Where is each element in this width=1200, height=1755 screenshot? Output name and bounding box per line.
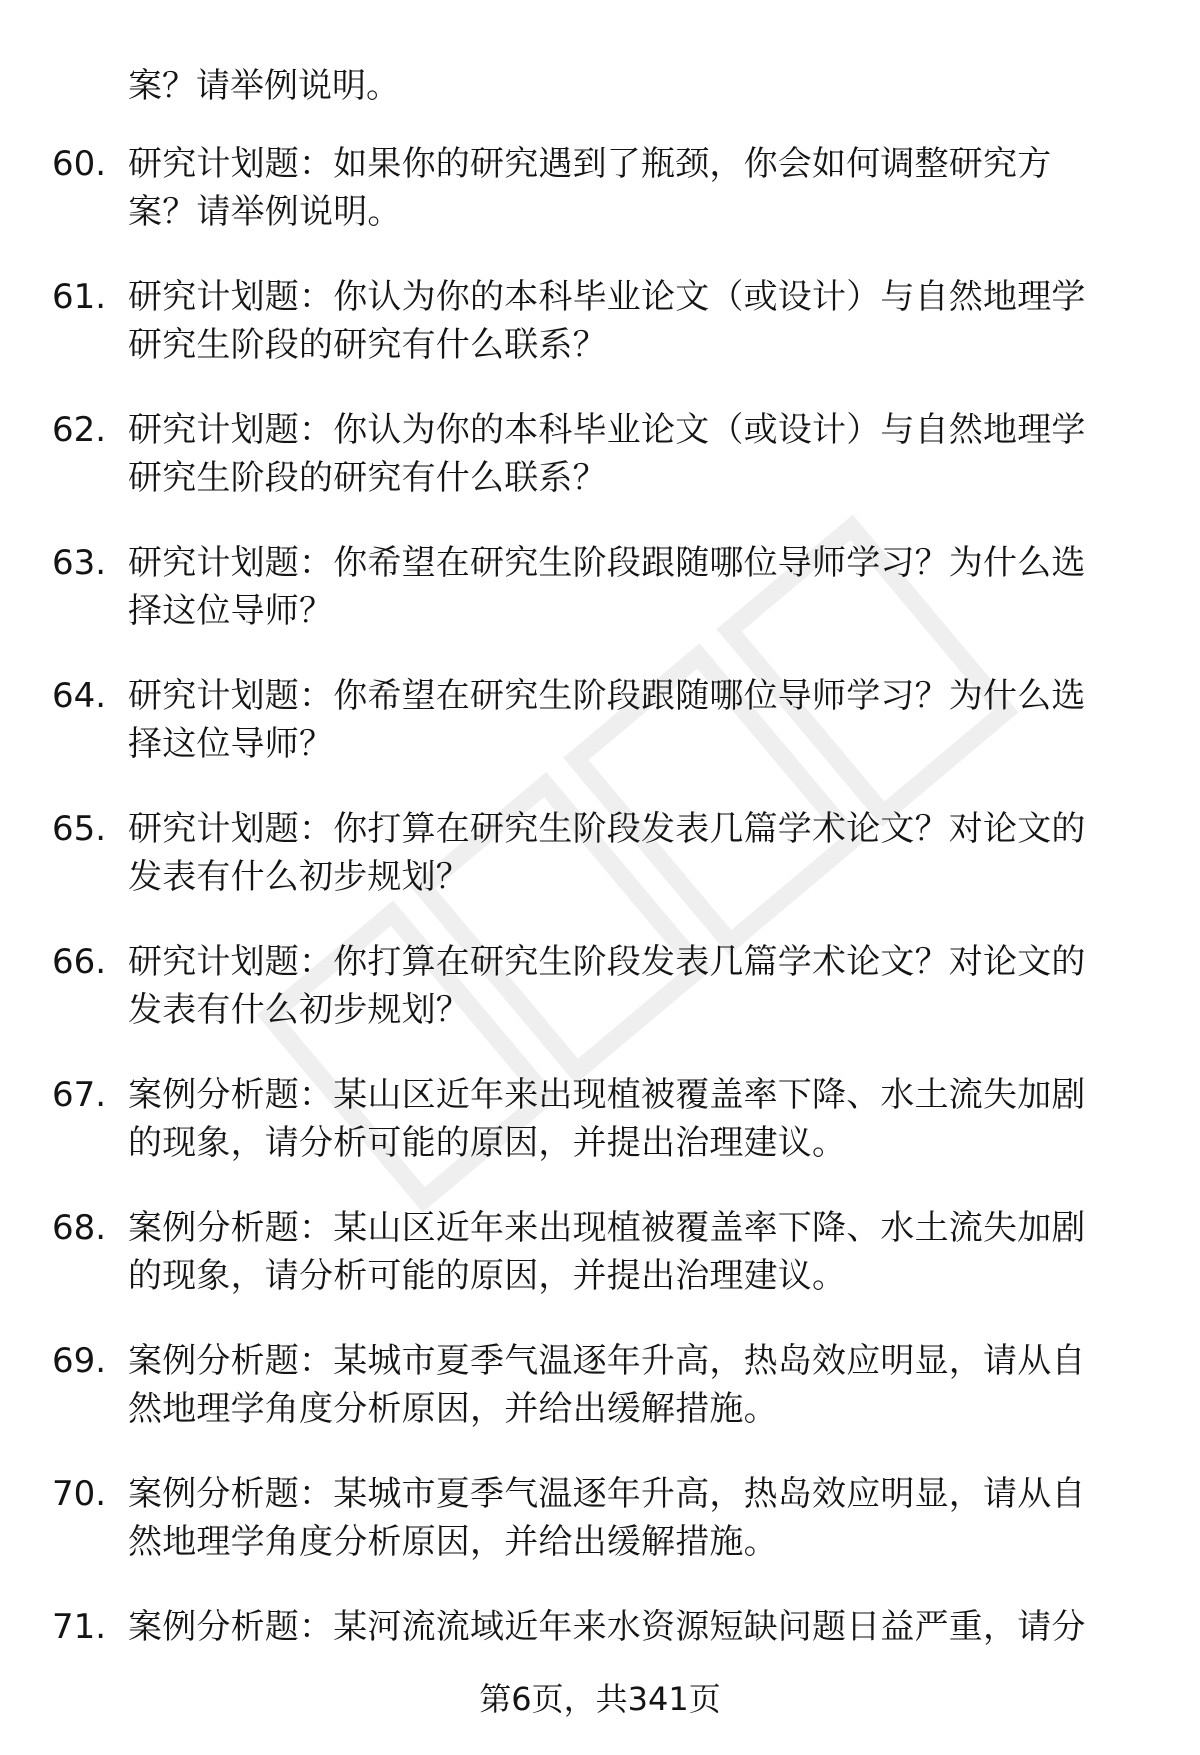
item-line: 研究计划题：你认为你的本科毕业论文（或设计）与自然地理学 <box>128 277 1086 317</box>
continuation-text: 案？请举例说明。 <box>128 66 400 106</box>
item-line: 研究计划题：你打算在研究生阶段发表几篇学术论文？对论文的 <box>128 942 1086 982</box>
item-text <box>128 1071 1148 1167</box>
item-text <box>128 1603 1148 1651</box>
item-number: 69. <box>52 1341 107 1381</box>
item-text <box>128 1337 1148 1433</box>
item-line: 研究生阶段的研究有什么联系？ <box>128 458 607 498</box>
item-line: 案例分析题：某山区近年来出现植被覆盖率下降、水土流失加剧 <box>128 1075 1086 1115</box>
question-list <box>0 140 1200 1736</box>
item-line: 案例分析题：某河流流域近年来水资源短缺问题日益严重，请分 <box>128 1607 1086 1647</box>
list-item <box>0 1071 1200 1204</box>
item-number: 67. <box>52 1075 107 1115</box>
item-number: 64. <box>52 676 107 716</box>
page-footer: 第6页，共341页 <box>479 1680 721 1718</box>
item-text <box>128 539 1148 635</box>
item-line: 择这位导师？ <box>128 724 334 764</box>
item-number: 66. <box>52 942 107 982</box>
item-line: 研究计划题：你希望在研究生阶段跟随哪位导师学习？为什么选 <box>128 543 1086 583</box>
list-item <box>0 140 1200 273</box>
item-line: 择这位导师？ <box>128 591 334 631</box>
list-item <box>0 1337 1200 1470</box>
item-number: 71. <box>52 1607 107 1647</box>
item-number: 70. <box>52 1474 107 1514</box>
item-text <box>128 273 1148 369</box>
list-item <box>0 938 1200 1071</box>
item-line: 研究计划题：你打算在研究生阶段发表几篇学术论文？对论文的 <box>128 809 1086 849</box>
list-item <box>0 273 1200 406</box>
list-item <box>0 805 1200 938</box>
item-line: 研究计划题：你认为你的本科毕业论文（或设计）与自然地理学 <box>128 410 1086 450</box>
item-line: 的现象，请分析可能的原因，并提出治理建议。 <box>128 1123 847 1163</box>
list-item <box>0 539 1200 672</box>
item-number: 61. <box>52 277 107 317</box>
item-text <box>128 140 1148 236</box>
item-number: 65. <box>52 809 107 849</box>
item-line: 研究生阶段的研究有什么联系？ <box>128 325 607 365</box>
item-text <box>128 1470 1148 1566</box>
item-text <box>128 1204 1148 1300</box>
item-line: 然地理学角度分析原因，并给出缓解措施。 <box>128 1389 778 1429</box>
item-line: 研究计划题：如果你的研究遇到了瓶颈，你会如何调整研究方 <box>128 144 1052 184</box>
item-number: 60. <box>52 144 107 184</box>
item-number: 68. <box>52 1208 107 1248</box>
item-line: 案？请举例说明。 <box>128 192 402 232</box>
item-line: 的现象，请分析可能的原因，并提出治理建议。 <box>128 1256 847 1296</box>
item-text <box>128 805 1148 901</box>
item-line: 案例分析题：某城市夏季气温逐年升高，热岛效应明显，请从自 <box>128 1474 1086 1514</box>
item-line: 然地理学角度分析原因，并给出缓解措施。 <box>128 1522 778 1562</box>
item-line: 发表有什么初步规划？ <box>128 857 470 897</box>
item-number: 62. <box>52 410 107 450</box>
item-text <box>128 672 1148 768</box>
item-line: 研究计划题：你希望在研究生阶段跟随哪位导师学习？为什么选 <box>128 676 1086 716</box>
item-text <box>128 406 1148 502</box>
item-line: 发表有什么初步规划？ <box>128 990 470 1030</box>
list-item <box>0 1470 1200 1603</box>
list-item <box>0 1204 1200 1337</box>
item-number: 63. <box>52 543 107 583</box>
item-text <box>128 938 1148 1034</box>
item-line: 案例分析题：某山区近年来出现植被覆盖率下降、水土流失加剧 <box>128 1208 1086 1248</box>
item-line: 案例分析题：某城市夏季气温逐年升高，热岛效应明显，请从自 <box>128 1341 1086 1381</box>
list-item <box>0 672 1200 805</box>
list-item <box>0 406 1200 539</box>
